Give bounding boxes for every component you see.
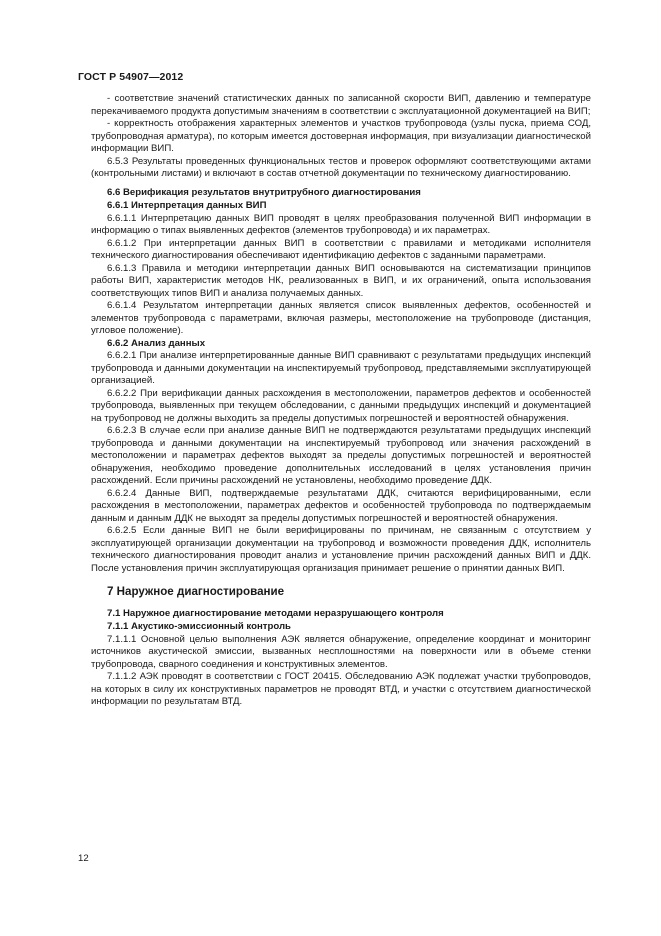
paragraph-6-6-2-4: 6.6.2.4 Данные ВИП, подтверждаемые результатами ДДК, считаются верифицированными, если расхождения в местоположении, параметрах дефектов и особенностей трубопровода по подтверждаемым данным и данным ДДК не выходят за пределы допустимых погрешностей и вероятностей обнаружения.	[91, 487, 591, 524]
paragraph-6-5-3: 6.5.3 Результаты проведенных функциональных тестов и проверок оформляют соответствующими актами (контрольными листами) и включают в состав отчетной документации по техническому диагностированию.	[91, 155, 591, 179]
chapter-heading-7: 7 Наружное диагностирование	[107, 585, 285, 598]
subsection-heading-6-6-2: 6.6.2 Анализ данных	[107, 337, 206, 349]
paragraph-6-6-1-2: 6.6.1.2 При интерпретации данных ВИП в соответствии с правилами и методиками исполнителя технического диагностирования обеспечивают идентификацию дефектов с заданными параметрами.	[91, 237, 591, 261]
page-body	[91, 93, 591, 709]
page-number: 12	[78, 853, 89, 864]
paragraph-6-6-1-1: 6.6.1.1 Интерпретацию данных ВИП проводят в целях преобразования полученной ВИП информации в информацию о типах выявленных дефектов (элементов трубопровода) и их параметрах.	[91, 212, 591, 236]
section-heading-6-6: 6.6 Верификация результатов внутритрубного диагностирования	[107, 186, 421, 198]
paragraph-6-6-1-3: 6.6.1.3 Правила и методики интерпретации данных ВИП основываются на систематизации принципов работы ВИП, характеристик методов НК, реализованных в ВИП, и их ограничений, опыта использования соответствующих типов ВИП и анализа получаемых данных.	[91, 262, 591, 299]
document-header: ГОСТ Р 54907—2012	[78, 71, 184, 83]
section-heading-7-1: 7.1 Наружное диагностирование методами неразрушающего контроля	[107, 607, 444, 619]
paragraph-6-6-2-5: 6.6.2.5 Если данные ВИП не были верифицированы по причинам, не связанным с отсутствием у эксплуатирующей организации документации на трубопровод и возможности проведения ДДК, исполнитель технического диагностирования проводит анализ и установление причин расхождений данных ВИП и ДДК. После установления причин эксплуатирующая организация принимает решение о принятии данных ВИП.	[91, 525, 591, 574]
paragraph-6-6-1-4: 6.6.1.4 Результатом интерпретации данных является список выявленных дефектов, особенностей и элементов трубопровода с параметрами, включая размеры, местоположение на трубопроводе (дистанция, угловое положение).	[91, 300, 591, 336]
paragraph-6-6-2-1: 6.6.2.1 При анализе интерпретированные данные ВИП сравнивают с результатами предыдущих инспекций трубопровода и данными документации на инспектируемый трубопровод, представляемыми эксплуатирующей организацией.	[91, 350, 591, 386]
subsection-heading-6-6-1: 6.6.1 Интерпретация данных ВИП	[107, 200, 267, 211]
paragraph-6-6-2-3: 6.6.2.3 В случае если при анализе данные ВИП не подтверждаются результатами предыдущих инспекций трубопровода и данными документации на инспектируемый трубопровод или значения расхождений в местоположении и параметрах дефектов выходят за пределы допустимых погрешностей и вероятностей обнаружения, необходимо проведение дополнительных исследований в целях установления причин расхождений. Если причины расхождений не установлены, необходимо проведение ДДК.	[91, 425, 591, 486]
paragraph-display-correctness: - корректность отображения характерных элементов и участков трубопровода (узлы пуска, приема СОД, трубопроводная арматура), по которым имеется достоверная информация, при визуализации диагностической информации ВИП.	[91, 118, 591, 154]
subsection-heading-7-1-1: 7.1.1 Акустико-эмиссионный контроль	[107, 621, 291, 632]
paragraph-7-1-1-2: 7.1.1.2 АЭК проводят в соответствии с ГОСТ 20415. Обследованию АЭК подлежат участки трубопроводов, на которых в силу их конструктивных параметров не проводят ВТД, и участки с отсутствием диагностической информации по результатам ВТД.	[91, 671, 591, 707]
paragraph-6-6-2-2: 6.6.2.2 При верификации данных расхождения в местоположении, параметров дефектов и особенностей трубопровода, выявленных при текущем обследовании, с данными предыдущих инспекций и документацией на трубопровод не должны выходить за пределы допустимых погрешностей и вероятностей обнаружения.	[91, 387, 591, 424]
paragraph-7-1-1-1: 7.1.1.1 Основной целью выполнения АЭК является обнаружение, определение координат и мониторинг источников акустической эмиссии, вызванных несплошностями на поверхности или в объеме стенки трубопровода, сварного соединения и конструктивных элементов.	[91, 633, 591, 670]
paragraph-statistical-data: - соответствие значений статистических данных по записанной скорости ВИП, давлению и температуре перекачиваемого продукта допустимым значениям в соответствии с эксплуатационной документацией на ВИП;	[91, 93, 591, 117]
